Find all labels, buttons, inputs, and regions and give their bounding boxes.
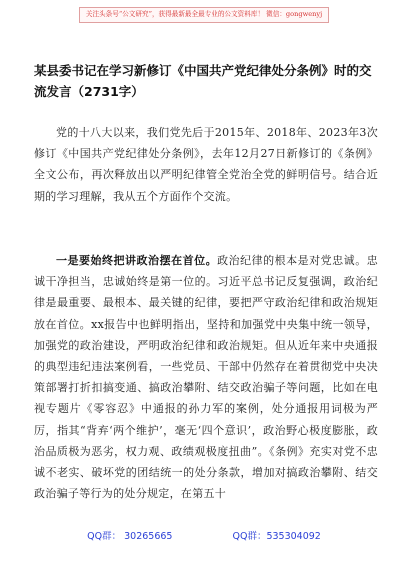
paragraph-intro: 党的十八大以来，我们党先后于2015年、2018年、2023年3次修订《中国共产党纪律处分条例》，去年12月27日新修订的《条例》全文公布，再次释放出以严明纪律管全党治全党的鲜明信号。结合近期的学习理解，我从五个方面作个交流。	[34, 126, 378, 203]
header-banner	[0, 0, 408, 30]
footer-qq-group-2: QQ群：535304092	[232, 531, 321, 542]
paragraph-point-one	[34, 250, 378, 504]
footer	[0, 528, 408, 548]
paragraph-lead: 一是要始终把讲政治摆在首位。	[56, 254, 218, 267]
banner-text: 关注头条号“公文研究”，获得最新最全最专业的公文资料库！ 微信：gongwenyj	[79, 7, 329, 23]
document-title: 某县委书记在学习新修订《中国共产党纪律处分条例》时的交流发言（2731字）	[34, 63, 372, 99]
footer-qq-group-1: QQ群： 30265665	[87, 531, 173, 542]
paragraph-body: 政治纪律的根本是对党忠诚。忠诚干净担当，忠诚始终是第一位的。习近平总书记反复强调，政治纪律是最重要、最根本、最关键的纪律，要把严守政治纪律和政治规矩放在首位。xx报告中也鲜明指出，坚持和加强党中央集中统一领导，加强党的政治建设，严明政治纪律和政治规矩。但从近年来中央通报的典型违纪违法案例看，一些党员、干部中仍然存在着贯彻党中央决策部署打折扣搞变通、搞政治攀附、结交政治骗子等问题，比如在电视专题片《零容忍》中通报的孙力军的案例，处分通报用词极为严厉，指其“背弃‘两个维护’，毫无‘四个意识’，政治野心极度膨胀，政治品质极为恶劣，权力观、政绩观极度扭曲”。《条例》充实对党不忠诚不老实、破坏党的团结统一的处分条款，增加对搞政治攀附、结交政治骗子等行为的处分规定，在第五十	[34, 254, 379, 501]
